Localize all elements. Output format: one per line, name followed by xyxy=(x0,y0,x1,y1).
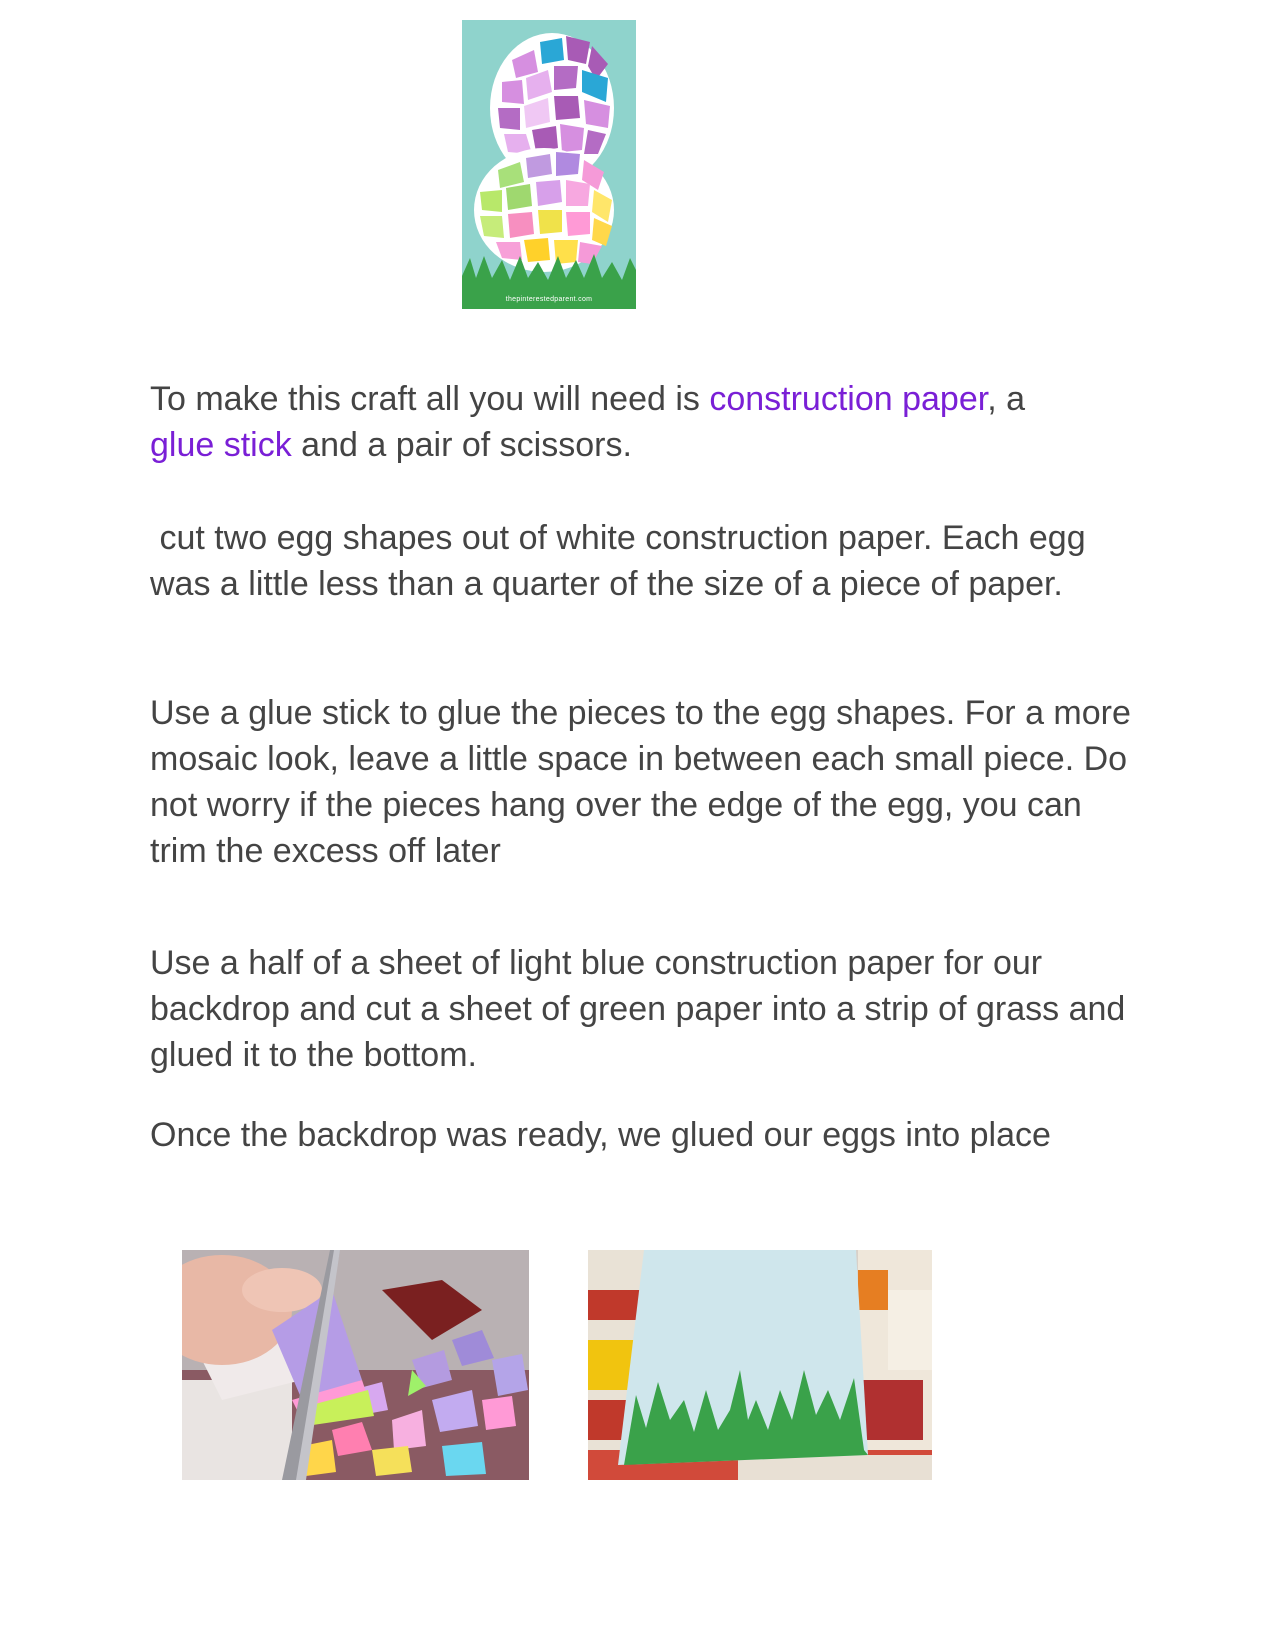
intro-mid: , a xyxy=(987,380,1025,418)
paragraph-glue-pieces: Use a glue stick to glue the pieces to the egg shapes. For a more mosaic look, leave a little space in between each small piece. Do not worry if the pieces hang over the edge of the egg, you can trim the excess off later xyxy=(150,694,1131,870)
paragraph-cut-eggs: cut two egg shapes out of white construction paper. Each egg was a little less than a quarter of the size of a piece of paper. xyxy=(150,519,1096,603)
paragraph-backdrop: Use a half of a sheet of light blue construction paper for our backdrop and cut a sheet of green paper into a strip of grass and glued it to the bottom. xyxy=(150,944,1126,1074)
photo-backdrop-grass xyxy=(588,1250,932,1480)
hero-caption: thepinterestedparent.com xyxy=(505,296,593,303)
glue-stick-link[interactable]: glue stick xyxy=(150,426,292,464)
hero-craft-image xyxy=(462,20,636,309)
construction-paper-link[interactable]: construction paper xyxy=(709,380,988,418)
mosaic-eggs-illustration xyxy=(462,20,636,309)
intro-lead: To make this craft all you will need is xyxy=(150,380,710,418)
photo-cutting-paper xyxy=(182,1250,529,1480)
intro-paragraph xyxy=(150,376,1135,468)
paragraph-glue-eggs: Once the backdrop was ready, we glued our eggs into place xyxy=(150,1116,1051,1154)
intro-tail: and a pair of scissors. xyxy=(291,426,632,464)
